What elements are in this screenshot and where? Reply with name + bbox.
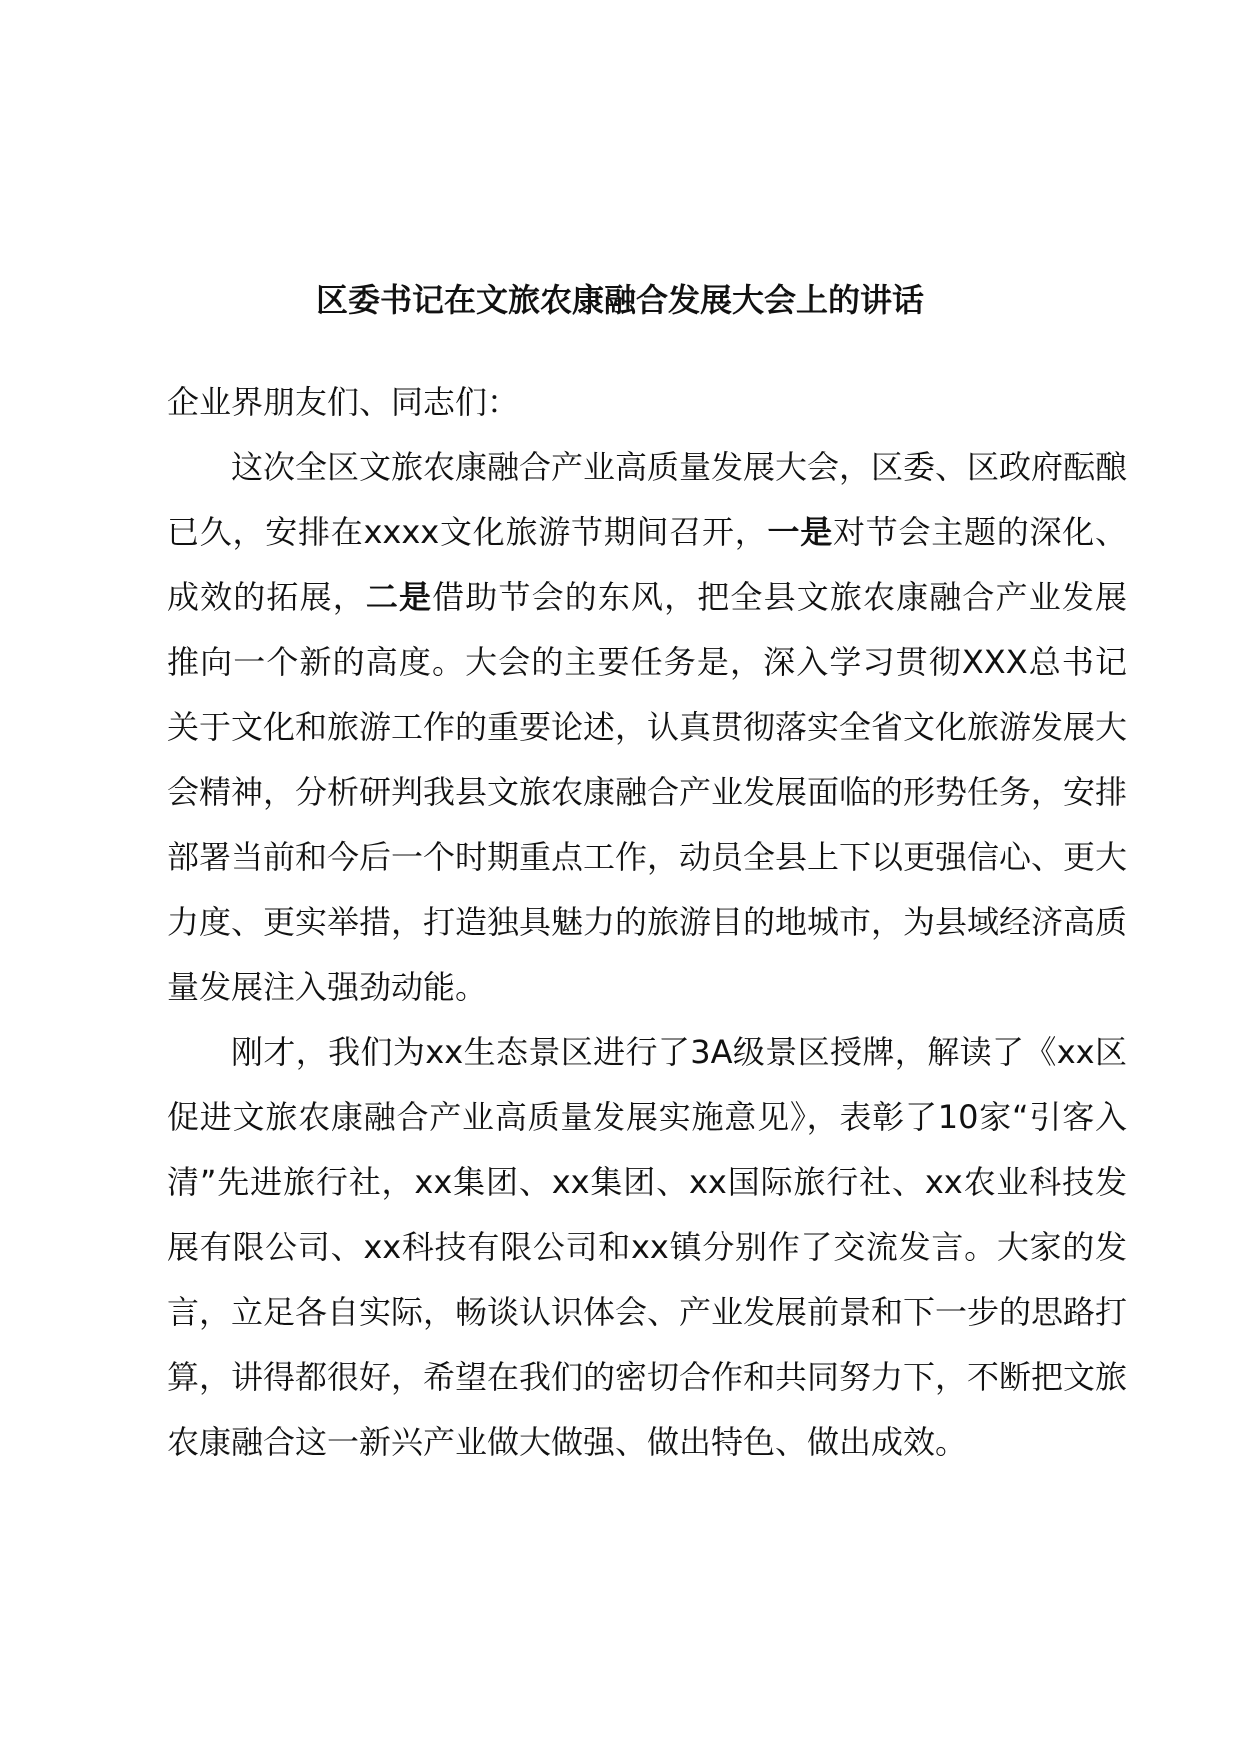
salutation: 企业界朋友们、同志们： bbox=[167, 383, 520, 421]
paragraph-1-text-b: 对节会主题的深化、成效的拓展， bbox=[167, 513, 1127, 616]
paragraph-1 bbox=[167, 435, 1127, 1020]
paragraph-1-text-a: 这次全区文旅农康融合产业高质量发展大会，区委、区政府酝酿已久，安排在xxxx文化旅游节期间召开， bbox=[167, 448, 1128, 551]
document-title: 区委书记在文旅农康融合发展大会上的讲话 bbox=[315, 281, 924, 319]
paragraph-1-text-c: 借助节会的东风，把全县文旅农康融合产业发展推向一个新的高度。大会的主要任务是，深入学习贯彻XXX总书记关于文化和旅游工作的重要论述，认真贯彻落实全省文化旅游发展大会精神，分析研判我县文旅农康融合产业发展面临的形势任务，安排部署当前和今后一个时期重点工作，动员全县上下以更强信心、更大力度、更实举措，打造独具魅力的旅游目的地城市，为县域经济高质量发展注入强劲动能。 bbox=[167, 578, 1128, 1006]
paragraph-1-emphasis-two: 二是 bbox=[365, 578, 433, 616]
paragraph-1-emphasis-one: 一是 bbox=[767, 513, 833, 551]
document-body bbox=[167, 370, 1127, 1475]
paragraph-2: 刚才，我们为xx生态景区进行了3A级景区授牌，解读了《xx区促进文旅农康融合产业高质量发展实施意见》，表彰了10家“引客入清”先进旅行社，xx集团、xx集团、xx国际旅行社、xx农业科技发展有限公司、xx科技有限公司和xx镇分别作了交流发言。大家的发言，立足各自实际，畅谈认识体会、产业发展前景和下一步的思路打算，讲得都很好，希望在我们的密切合作和共同努力下，不断把文旅农康融合这一新兴产业做大做强、做出特色、做出成效。 bbox=[167, 1033, 1128, 1461]
